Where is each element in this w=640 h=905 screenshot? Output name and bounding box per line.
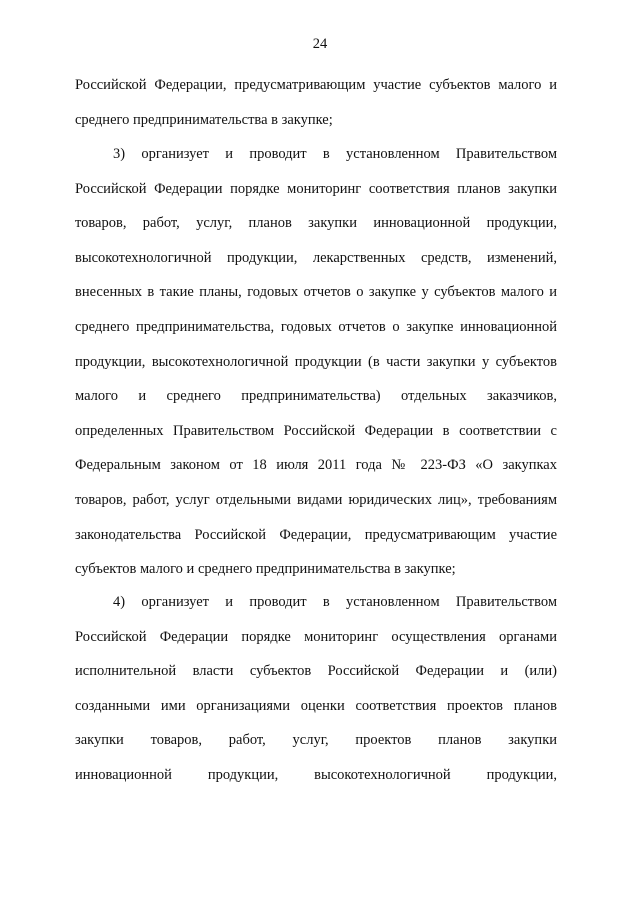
text-line: 3) организует и проводит в установленном Правительством — [113, 146, 557, 162]
text-line: Российской Федерации, предусматривающим участие субъектов малого и — [75, 77, 557, 93]
text-line: высокотехнологичной продукции, лекарственных средств, изменений, — [75, 249, 557, 266]
text-line: созданными ими организациями оценки соответствия проектов планов — [75, 697, 557, 714]
text-line: Федеральным законом от 18 июля 2011 года № 223-ФЗ «О закупках — [75, 457, 557, 474]
text-line: продукции, высокотехнологичной продукции (в части закупки у субъектов — [75, 353, 557, 370]
paragraph-3 — [75, 137, 557, 587]
text-line: инновационной продукции, высокотехнологичной продукции, — [75, 766, 557, 783]
text-line: определенных Правительством Российской Федерации в соответствии с — [75, 422, 557, 439]
text-line: среднего предпринимательства в закупке; — [75, 111, 333, 128]
text-line: законодательства Российской Федерации, предусматривающим участие — [75, 526, 557, 543]
text-line: товаров, работ, услуг отдельными видами юридических лиц», требованиям — [75, 491, 557, 508]
text-line: внесенных в такие планы, годовых отчетов о закупке у субъектов малого и — [75, 284, 557, 301]
page-number: 24 — [312, 36, 328, 52]
text-line: малого и среднего предпринимательства) отдельных заказчиков, — [75, 388, 557, 405]
text-line: Российской Федерации порядке мониторинг соответствия планов закупки — [75, 180, 557, 197]
text-line: исполнительной власти субъектов Российской Федерации и (или) — [75, 663, 557, 680]
text-line: среднего предпринимательства, годовых отчетов о закупке инновационной — [75, 318, 557, 335]
paragraph-4 — [75, 585, 557, 793]
text-line: субъектов малого и среднего предпринимательства в закупке; — [75, 561, 456, 578]
continuation-paragraph — [75, 68, 557, 137]
text-line: товаров, работ, услуг, планов закупки инновационной продукции, — [75, 215, 557, 232]
text-line: Российской Федерации порядке мониторинг осуществления органами — [75, 628, 557, 645]
text-line: закупки товаров, работ, услуг, проектов планов закупки — [75, 732, 557, 749]
text-line: 4) организует и проводит в установленном Правительством — [113, 594, 557, 610]
